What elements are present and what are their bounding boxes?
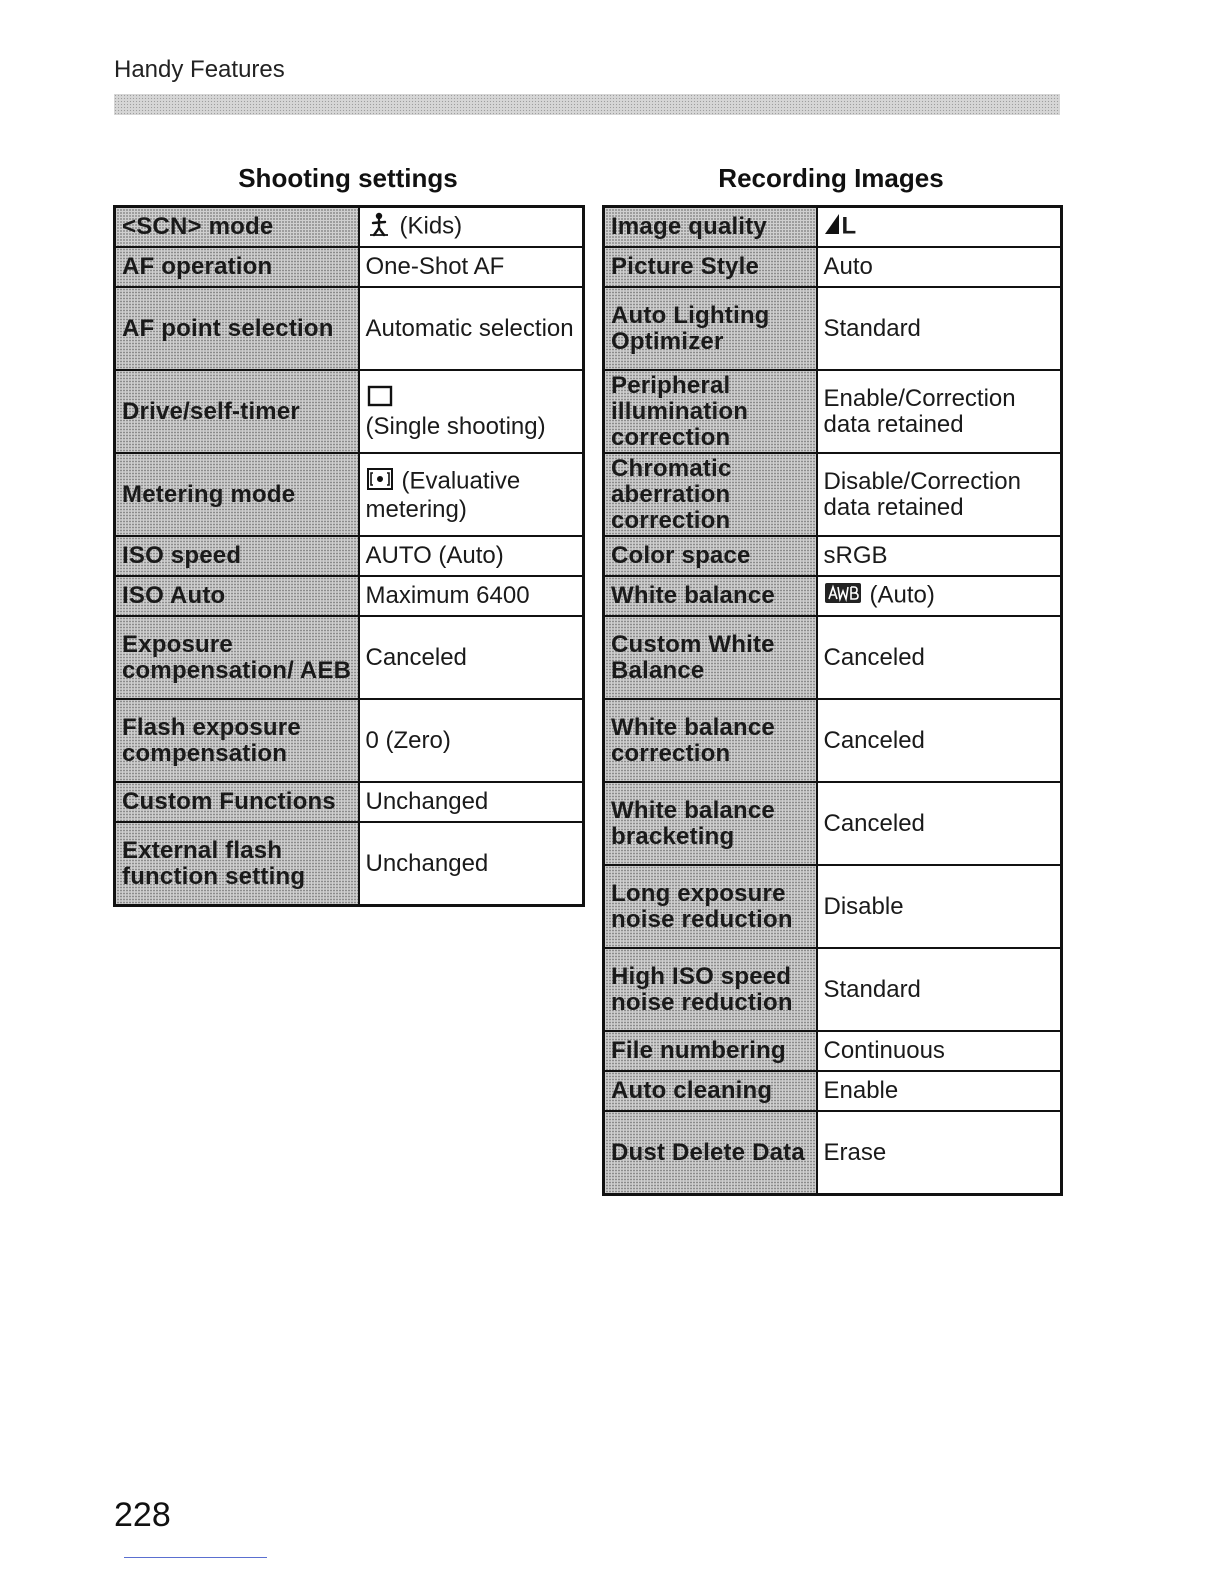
table-row <box>115 576 584 616</box>
table-row <box>115 207 584 248</box>
header-bar <box>114 94 1060 115</box>
table-row <box>115 247 584 287</box>
setting-label: External flash function setting <box>115 822 359 906</box>
shooting-settings-title: Shooting settings <box>238 163 458 193</box>
fine-quality-icon <box>824 213 840 241</box>
setting-value: Auto <box>817 247 1062 287</box>
table-row <box>604 699 1062 782</box>
setting-value-text: (Auto) <box>869 581 935 609</box>
table-row <box>115 616 584 699</box>
setting-value: 0 (Zero) <box>359 699 584 782</box>
setting-value <box>359 370 584 453</box>
table-row <box>604 536 1062 576</box>
setting-label: Chromatic aberration correction <box>604 453 817 536</box>
section-title: Handy Features <box>114 56 285 83</box>
table-row <box>604 616 1062 699</box>
setting-label: <SCN> mode <box>115 207 359 248</box>
kids-icon <box>366 211 392 243</box>
footer-divider <box>124 1557 267 1558</box>
recording-images-table <box>602 205 1063 1196</box>
setting-value: Enable <box>817 1071 1062 1111</box>
setting-label: Flash exposure compensation <box>115 699 359 782</box>
page-number: 228 <box>114 1496 171 1534</box>
setting-label: Peripheral illumination correction <box>604 370 817 453</box>
setting-label: Custom Functions <box>115 782 359 822</box>
setting-value: Maximum 6400 <box>359 576 584 616</box>
table-row <box>604 247 1062 287</box>
setting-value: Disable <box>817 865 1062 948</box>
table-row <box>604 1031 1062 1071</box>
table-row <box>604 576 1062 616</box>
table-row <box>115 536 584 576</box>
table-row <box>604 1071 1062 1111</box>
setting-value <box>817 576 1062 616</box>
table-row <box>115 699 584 782</box>
setting-label: Color space <box>604 536 817 576</box>
setting-label: High ISO speed noise reduction <box>604 948 817 1031</box>
setting-label: AF operation <box>115 247 359 287</box>
setting-value: AUTO (Auto) <box>359 536 584 576</box>
single-shooting-icon <box>366 384 577 414</box>
setting-value: Enable/Correction data retained <box>817 370 1062 453</box>
recording-images-title: Recording Images <box>718 163 944 193</box>
setting-value-text: (Kids) <box>399 212 463 240</box>
setting-label: Auto cleaning <box>604 1071 817 1111</box>
setting-label: Exposure compensation/ AEB <box>115 616 359 699</box>
setting-value-text: (Evaluative metering) <box>365 466 521 523</box>
setting-value: Automatic selection <box>359 287 584 370</box>
table-row <box>604 370 1062 453</box>
setting-label: Auto Lighting Optimizer <box>604 287 817 370</box>
setting-value: Unchanged <box>359 782 584 822</box>
shooting-settings-table <box>113 205 585 907</box>
setting-value <box>359 207 584 248</box>
setting-label: File numbering <box>604 1031 817 1071</box>
table-row <box>115 782 584 822</box>
setting-value: One-Shot AF <box>359 247 584 287</box>
setting-label: Picture Style <box>604 247 817 287</box>
setting-label: Dust Delete Data <box>604 1111 817 1195</box>
setting-label: Custom White Balance <box>604 616 817 699</box>
table-row <box>115 453 584 536</box>
setting-value: Standard <box>817 948 1062 1031</box>
table-row <box>115 370 584 453</box>
setting-label: White balance bracketing <box>604 782 817 865</box>
evaluative-metering-icon <box>366 467 394 497</box>
table-row <box>604 287 1062 370</box>
setting-label: Metering mode <box>115 453 359 536</box>
setting-label: ISO Auto <box>115 576 359 616</box>
table-row <box>115 822 584 906</box>
table-row <box>604 453 1062 536</box>
setting-value: Canceled <box>817 616 1062 699</box>
setting-label: Image quality <box>604 207 817 248</box>
table-row <box>604 207 1062 248</box>
setting-value: Canceled <box>359 616 584 699</box>
setting-value-text: L <box>841 212 857 240</box>
table-row <box>604 1111 1062 1195</box>
setting-label: ISO speed <box>115 536 359 576</box>
setting-value: Canceled <box>817 699 1062 782</box>
setting-label: AF point selection <box>115 287 359 370</box>
setting-value: Unchanged <box>359 822 584 906</box>
setting-value-text: (Single shooting) <box>365 412 546 440</box>
table-row <box>604 782 1062 865</box>
setting-label: Long exposure noise reduction <box>604 865 817 948</box>
awb-icon <box>824 582 862 610</box>
setting-value: Canceled <box>817 782 1062 865</box>
setting-value <box>359 453 584 536</box>
table-row <box>115 287 584 370</box>
setting-value: Standard <box>817 287 1062 370</box>
setting-value: Erase <box>817 1111 1062 1195</box>
setting-label: White balance <box>604 576 817 616</box>
table-row <box>604 865 1062 948</box>
setting-value <box>817 207 1062 248</box>
setting-value: Continuous <box>817 1031 1062 1071</box>
setting-label: Drive/self-timer <box>115 370 359 453</box>
setting-label: White balance correction <box>604 699 817 782</box>
setting-value: Disable/Correction data retained <box>817 453 1062 536</box>
setting-value: sRGB <box>817 536 1062 576</box>
table-row <box>604 948 1062 1031</box>
